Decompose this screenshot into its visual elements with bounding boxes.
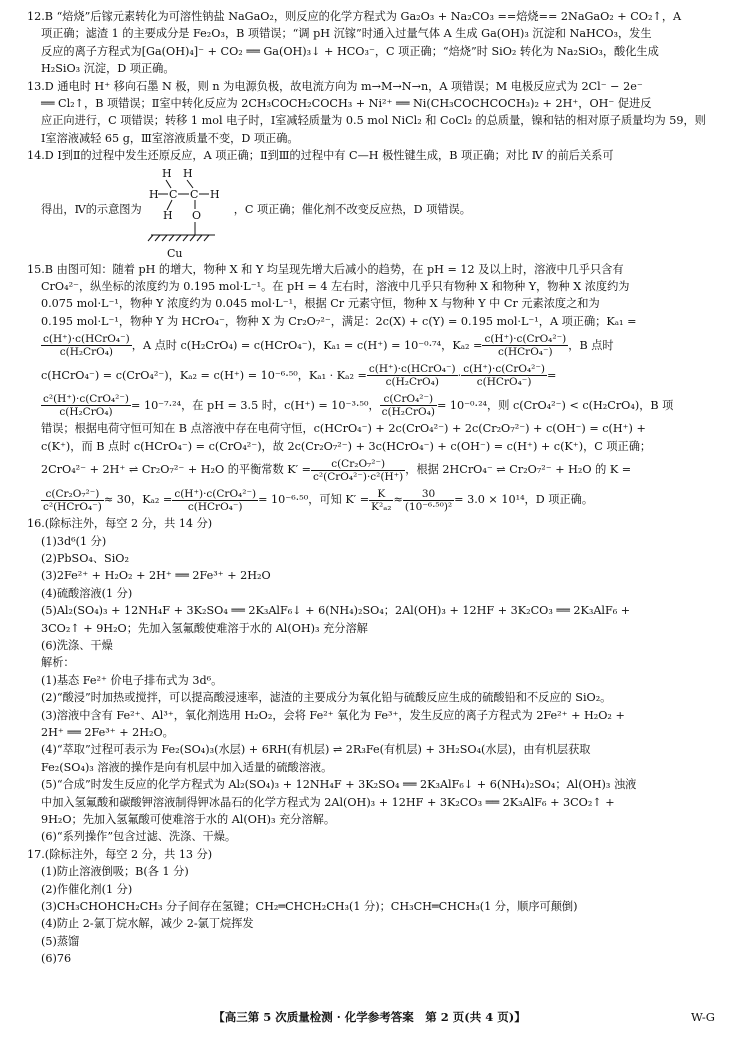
text-line: 反应的离子方程式为[Ga(OH)₄]⁻ + CO₂ ══ Ga(OH)₃↓ + HCO₃⁻，C 项正确；“焙烧”时 SiO₂ 转化为 Na₂SiO₃，酸化生成 <box>41 44 659 58</box>
formula-line <box>27 330 717 360</box>
text-line: CrO₄²⁻，纵坐标的浓度约为 0.195 mol·L⁻¹。在 pH = 4 左右时，溶液中几乎只有物种 X 和物种 Y，物种 X 浓度约为 <box>41 280 630 294</box>
explanation-line: 中加入氢氟酸和碳酸钾溶液制得钾冰晶石的化学方程式为 2Al(OH)₃ + 12HF + 3K₂CO₃ ══ 2K₃AlF₆ + 3CO₂↑ + <box>41 795 615 809</box>
footer-title: 【高三第 5 次质量检测 · 化学参考答案 第 2 页(共 4 页)】 <box>213 1010 526 1024</box>
text-span: = 10⁻⁷·²⁴，在 pH = 3.5 时，c(H⁺) = 10⁻³·⁵⁰， <box>131 398 380 412</box>
formula-line <box>27 485 717 515</box>
answer-line: (5)蒸馏 <box>41 934 80 948</box>
text-span: ，B 点时 <box>568 338 614 352</box>
answer-line: (3)CH₃CHOHCH₂CH₃ 分子间存在氢键；CH₂═CHCH₂CH₃(1 分)；CH₃CH═CHCH₃(1 分，顺序可颠倒) <box>41 900 578 914</box>
text-span: = <box>547 368 557 382</box>
q14-block <box>27 147 717 260</box>
text-span: 2CrO₄²⁻ + 2H⁺ ⇌ Cr₂O₇²⁻ + H₂O 的平衡常数 K′ = <box>41 463 312 477</box>
explanation-line: (5)“合成”时发生反应的化学方程式为 Al₂(SO₄)₃ + 12NH₄F + 3K₂SO₄ ══ 2K₃AlF₆↓ + 6(NH₄)₂SO₄；Al(OH)₃ 浊液 <box>41 778 637 792</box>
explanation-line: (1)基态 Fe²⁺ 价电子排布式为 3d⁶。 <box>41 673 223 687</box>
text-line: 15.B 由图可知：随着 pH 的增大，物种 X 和 Y 均呈现先增大后减小的趋势，在 pH = 12 及以上时，溶液中几乎只含有 <box>27 262 624 276</box>
formula-line <box>27 390 717 420</box>
text-line: 0.075 mol·L⁻¹，物种 Y 浓度约为 0.045 mol·L⁻¹，根据 Cr 元素守恒，物种 X 与物种 Y 中 Cr 元素浓度之和为 <box>41 297 600 311</box>
fraction: $\frac{\text{c(H⁺)·c(CrO₄²⁻)}}{\text{c(HCrO₄⁻)}}$ <box>174 487 257 513</box>
fraction: $\frac{\text{c(H⁺)·c(CrO₄²⁻)}}{\text{c(HCrO₄⁻)}}$ <box>484 332 567 358</box>
analysis-label: 解析： <box>41 656 75 670</box>
text-span: ，根据 2HCrO₄⁻ ⇌ Cr₂O₇²⁻ + H₂O 的 K = <box>405 463 632 477</box>
explanation-line: (2)“酸浸”时加热或搅拌，可以提高酸浸速率，滤渣的主要成分为氧化铅与硫酸反应生成的硫酸铅和不反应的 SiO₂。 <box>41 691 612 705</box>
answer-line: (6)76 <box>41 952 72 966</box>
answer-line: (5)Al₂(SO₄)₃ + 12NH₄F + 3K₂SO₄ ══ 2K₃AlF₆↓ + 6(NH₄)₂SO₄；2Al(OH)₃ + 12HF + 3K₂CO₃ ══ 2K₃AlF₆ + <box>41 604 631 618</box>
explanation-line: (4)“萃取”过程可表示为 Fe₂(SO₄)₃(水层) + 6RH(有机层) ⇌ 2R₃Fe(有机层) + 3H₂SO₄(水层)，由有机层获取 <box>41 743 591 757</box>
text-span: = 3.0 × 10¹⁴，D 项正确。 <box>454 493 594 507</box>
text-span: = 10⁻⁰·²⁴，则 c(CrO₄²⁻) < c(H₂CrO₄)，B 项 <box>436 398 674 412</box>
footer-code: W-G <box>690 1010 715 1024</box>
fraction: $\frac{\text{c²(H⁺)·c(CrO₄²⁻)}}{\text{c(H₂CrO₄)}}$ <box>43 392 130 418</box>
explanation-line: (6)“系列操作”包含过滤、洗涤、干燥。 <box>41 830 237 844</box>
section-heading: 16.(除标注外，每空 2 分，共 14 分) <box>27 517 213 531</box>
fraction: $\frac{\text{c(H⁺)·c(HCrO₄⁻)}}{\text{c(H₂CrO₄)}}$ <box>43 332 130 358</box>
atom-label: C <box>190 187 199 201</box>
explanation-line: 2H⁺ ══ 2Fe³⁺ + 2H₂O。 <box>41 725 174 739</box>
text-line: H₂SiO₃ 沉淀，D 项正确。 <box>41 62 175 76</box>
answer-line: (2)作催化剂(1 分) <box>41 882 133 896</box>
atom-label: H <box>183 166 193 180</box>
fraction: $\frac{\text{c(CrO₄²⁻)}}{\text{c(H₂CrO₄)}}$ <box>381 392 435 418</box>
text-span: · <box>457 368 462 382</box>
page-footer <box>0 1009 739 1029</box>
atom-label: Cu <box>167 246 183 260</box>
q14-figure-row <box>27 165 717 261</box>
text-line: c(K⁺)，而 B 点时 c(HCrO₄⁻) = c(CrO₄²⁻)，故 2c(Cr₂O₇²⁻) + 3c(HCrO₄⁻) + c(OH⁻) = c(H⁺) + c(K⁺)，C 项正确； <box>41 439 652 453</box>
text-line: 13.D 通电时 H⁺ 移向石墨 N 极，则 n 为电源负极，故电流方向为 m→M→N→n，A 项错误；M 电极反应式为 2Cl⁻ − 2e⁻ <box>27 79 643 93</box>
text-span: = 10⁻⁶·⁵⁰，可知 K′ = <box>258 493 370 507</box>
text-span: ≈ <box>393 493 403 507</box>
formula-line <box>27 360 717 390</box>
atom-label: H <box>210 187 220 201</box>
text-line: 0.195 mol·L⁻¹，物种 Y 为 HCrO₄⁻，物种 X 为 Cr₂O₇²⁻，满足：2c(X) + c(Y) = 0.195 mol·L⁻¹，A 项正确；Kₐ₁ = <box>41 314 637 328</box>
formula-line <box>27 455 717 485</box>
answer-line: (4)硫酸溶液(1 分) <box>41 586 133 600</box>
q16-block <box>27 515 717 846</box>
text-line: 12.B “焙烧”后镓元素转化为可溶性钠盐 NaGaO₂，则反应的化学方程式为 Ga₂O₃ + Na₂CO₃ ==焙烧== 2NaGaO₂ + CO₂↑，A <box>27 10 682 23</box>
answer-line: (2)PbSO₄、SiO₂ <box>41 551 129 565</box>
section-heading: 17.(除标注外，每空 2 分，共 13 分) <box>27 847 213 861</box>
explanation-line: Fe₂(SO₄)₃ 溶液的操作是向有机层中加入适量的硫酸溶液。 <box>41 760 333 774</box>
answer-line: (4)防止 2-氯丁烷水解，减少 2-氯丁烷挥发 <box>41 917 254 931</box>
atom-label: H <box>163 208 173 222</box>
fraction: $\frac{\text{c(Cr₂O₇²⁻)}}{\text{c²(CrO₄²⁻)·c²(H⁺)}}$ <box>313 457 404 483</box>
text-span: ，C 项正确；催化剂不改变反应热，D 项错误。 <box>233 202 471 216</box>
text-span: ≈ 30，Kₐ₂ = <box>103 493 173 507</box>
answer-line: (1)防止溶液倒吸；B(各 1 分) <box>41 865 189 879</box>
q15-block <box>27 261 717 515</box>
answer-line: (3)2Fe²⁺ + H₂O₂ + 2H⁺ ══ 2Fe³⁺ + 2H₂O <box>41 569 271 583</box>
text-line: ══ Cl₂↑，B 项错误；Ⅱ室中转化反应为 2CH₃COCH₂COCH₃ + Ni²⁺ ══ Ni(CH₃COCHCOCH₃)₂ + 2H⁺，OH⁻ 促进反 <box>41 97 652 111</box>
text-line: Ⅰ室溶液减轻 65 g，Ⅲ室溶液质量不变，D 项正确。 <box>41 131 299 145</box>
q17-block <box>27 846 717 968</box>
text-span: 得出，Ⅳ的示意图为 <box>41 202 142 216</box>
explanation-line: 9H₂O；先加入氢氟酸可使难溶于水的 Al(OH)₃ 充分溶解。 <box>41 813 336 826</box>
q13-block <box>27 78 717 148</box>
text-line: 项正确；滤渣 1 的主要成分是 Fe₂O₃，B 项错误；“调 pH 沉镓”时通入过量气体 A 生成 Ga(OH)₃ 沉淀和 NaHCO₃，发生 <box>41 27 652 41</box>
fraction: $\frac{\text{c(H⁺)·c(HCrO₄⁻)}}{\text{c(H₂CrO₄)}}$ <box>368 362 456 388</box>
fraction: $\frac{\text{c(H⁺)·c(CrO₄²⁻)}}{\text{c(HCrO₄⁻)}}$ <box>463 362 546 388</box>
answer-line: (6)洗涤、干燥 <box>41 638 113 652</box>
text-span: c(HCrO₄⁻) = c(CrO₄²⁻)，Kₐ₂ = c(H⁺) = 10⁻⁶·⁵⁰，Kₐ₁ · Kₐ₂ = <box>41 368 367 382</box>
answer-line: (1)3d⁶(1 分) <box>41 534 107 548</box>
q12-block <box>27 8 717 78</box>
fraction: $\frac{30}{\text{(10⁻⁶·⁵⁰)²}}$ <box>404 487 453 513</box>
answer-line: 3CO₂↑ + 9H₂O；先加入氢氟酸使难溶于水的 Al(OH)₃ 充分溶解 <box>41 621 368 635</box>
fraction: $\frac{K}{\text{K²ₐ₂}}$ <box>371 487 392 513</box>
atom-label: O <box>192 208 202 222</box>
text-line: 14.D Ⅰ到Ⅱ的过程中发生还原反应，A 项正确；Ⅱ到Ⅲ的过程中有 C—H 极性键生成，B 项正确；对比 Ⅳ 的前后关系可 <box>27 149 614 163</box>
atom-label: C <box>169 187 178 201</box>
text-span: ，A 点时 c(H₂CrO₄) = c(HCrO₄⁻)，Kₐ₁ = c(H⁺) = 10⁻⁰·⁷⁴，Kₐ₂ = <box>131 338 483 352</box>
explanation-line: (3)溶液中含有 Fe²⁺、Al³⁺，氧化剂选用 H₂O₂，会将 Fe²⁺ 氧化为 Fe³⁺，发生反应的离子方程式为 2Fe²⁺ + H₂O₂ + <box>41 708 625 722</box>
atom-label: H <box>162 166 172 180</box>
text-line: 应正向进行，C 项错误；转移 1 mol 电子时，Ⅰ室减轻质量为 0.5 mol NiCl₂ 和 CoCl₂ 的总质量，镍和钴的相对原子质量均为 59，则 <box>41 114 706 128</box>
fraction: $\frac{\text{c(Cr₂O₇²⁻)}}{\text{c²(HCrO₄⁻)}}$ <box>43 487 102 513</box>
cu-adsorbed-structure-diagram <box>147 165 239 261</box>
text-line: 错误；根据电荷守恒可知在 B 点溶液中存在电荷守恒，c(HCrO₄⁻) + 2c(CrO₄²⁻) + 2c(Cr₂O₇²⁻) + c(OH⁻) = c(H⁺) + <box>41 422 646 436</box>
atom-label: H <box>149 187 159 201</box>
